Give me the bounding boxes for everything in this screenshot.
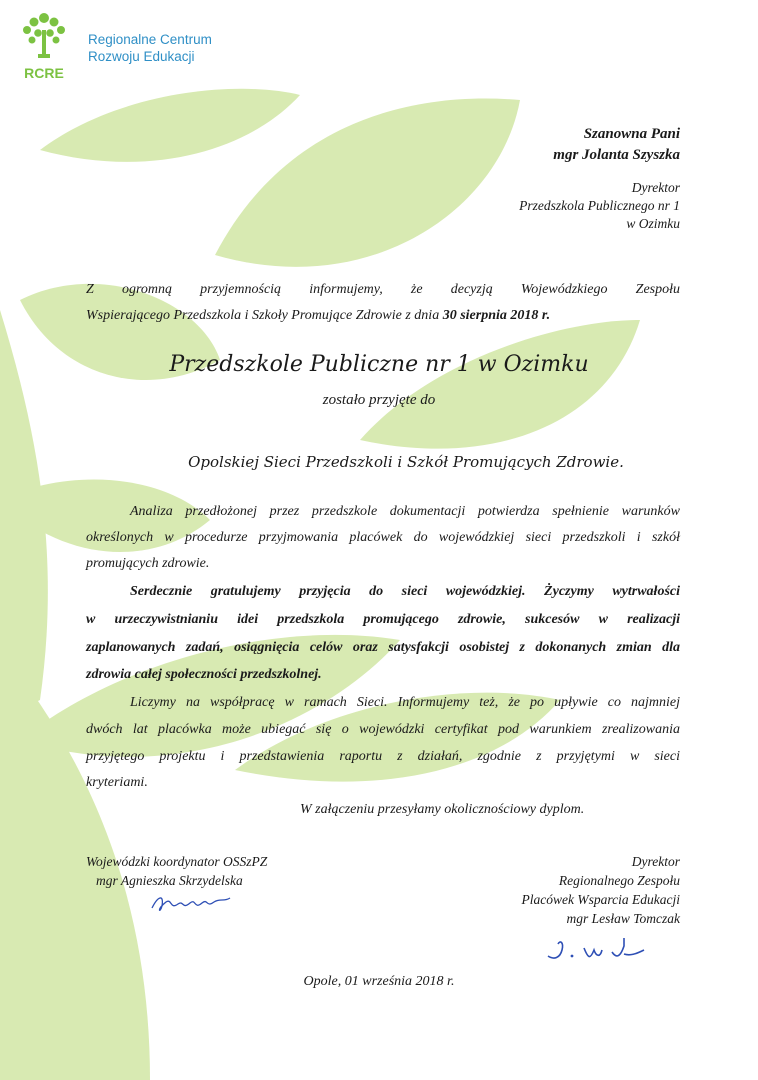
director-signature: [540, 928, 650, 968]
director-name: mgr Lesław Tomczak: [566, 911, 680, 926]
paragraph-1-line-3: promujących zdrowie.: [86, 556, 210, 571]
recipient-name: mgr Jolanta Szyszka: [553, 147, 680, 163]
paragraph-3-line-2: dwóch lat placówka może ubiegać się o wojewódzki certyfikat pod warunkiem zrealizowania: [86, 722, 680, 737]
organization-name-line2: Rozwoju Edukacji: [88, 49, 195, 64]
coordinator-signature: [148, 888, 238, 918]
intro-line-2-start: Wspierającego Przedszkola i Szkoły Promujące Zdrowie z dnia: [86, 308, 443, 323]
organization-name-line1: Regionalne Centrum: [88, 32, 212, 47]
paragraph-2-line-2: w urzeczywistnianiu idei przedszkola promującego zdrowie, sukcesów w realizacji: [86, 612, 680, 627]
intro-line-2-end: r.: [538, 308, 551, 323]
paragraph-2-line-1: Serdecznie gratulujemy przyjęcia do sieci wojewódzkiej. Życzymy wytrwałości: [130, 584, 680, 599]
intro-line-2: [86, 304, 680, 328]
rcre-logo: [14, 8, 74, 86]
paragraph-3-line-4: kryteriami.: [86, 775, 148, 790]
paragraph-3-line-3: przyjętego projektu i przedstawienia raportu z działań, zgodnie z przyjętymi w sieci: [86, 749, 680, 764]
organization-name: [88, 31, 212, 65]
salutation: Szanowna Pani: [583, 126, 680, 142]
recipient-block: [519, 124, 680, 233]
coordinator-name: mgr Agnieszka Skrzydelska: [96, 873, 243, 888]
network-name: Opolskiej Sieci Przedszkoli i Szkół Promujących Zdrowie.: [188, 453, 624, 471]
director-unit: Regionalnego Zespołu: [558, 873, 680, 888]
paragraph-1-line-2: określonych w procedurze przyjmowania placówek do wojewódzkiej sieci przedszkoli i szkół: [86, 530, 680, 545]
recipient-position: Dyrektor: [631, 180, 680, 195]
recipient-institution: Przedszkola Publicznego nr 1: [519, 198, 680, 213]
signature-right: [522, 852, 680, 928]
coordinator-title: Wojewódzki koordynator OSSzPZ: [86, 854, 268, 869]
director-unit-2: Placówek Wsparcia Edukacji: [521, 892, 680, 907]
director-title: Dyrektor: [631, 854, 680, 869]
paragraph-3-line-1: Liczymy na współpracę w ramach Sieci. Informujemy też, że po upływie co najmniej: [130, 695, 680, 710]
school-name: Przedszkole Publiczne nr 1 w Ozimku: [169, 352, 589, 377]
paragraph-1-line-1: Analiza przedłożonej przez przedszkole dokumentacji potwierdza spełnienie warunków: [130, 504, 680, 519]
intro-line-1: Z ogromną przyjemnością informujemy, że decyzją Wojewódzkiego Zespołu: [86, 282, 680, 297]
decision-date: 30 sierpnia 2018: [442, 308, 539, 323]
logo-text: RCRE: [24, 65, 64, 81]
recipient-location: w Ozimku: [626, 216, 680, 231]
paragraph-2-line-3: zaplanowanych zadań, osiągnięcia celów oraz satysfakcji osobistej z dokonanych zmian dla: [86, 640, 680, 655]
signature-left: [86, 852, 267, 890]
paragraph-2-line-4: zdrowia całej społeczności przedszkolnej.: [86, 667, 322, 682]
attachment-note: W załączeniu przesyłamy okolicznościowy dyplom.: [300, 802, 585, 817]
accepted-text: zostało przyjęte do: [322, 392, 436, 408]
place-and-date: Opole, 01 września 2018 r.: [303, 974, 455, 989]
